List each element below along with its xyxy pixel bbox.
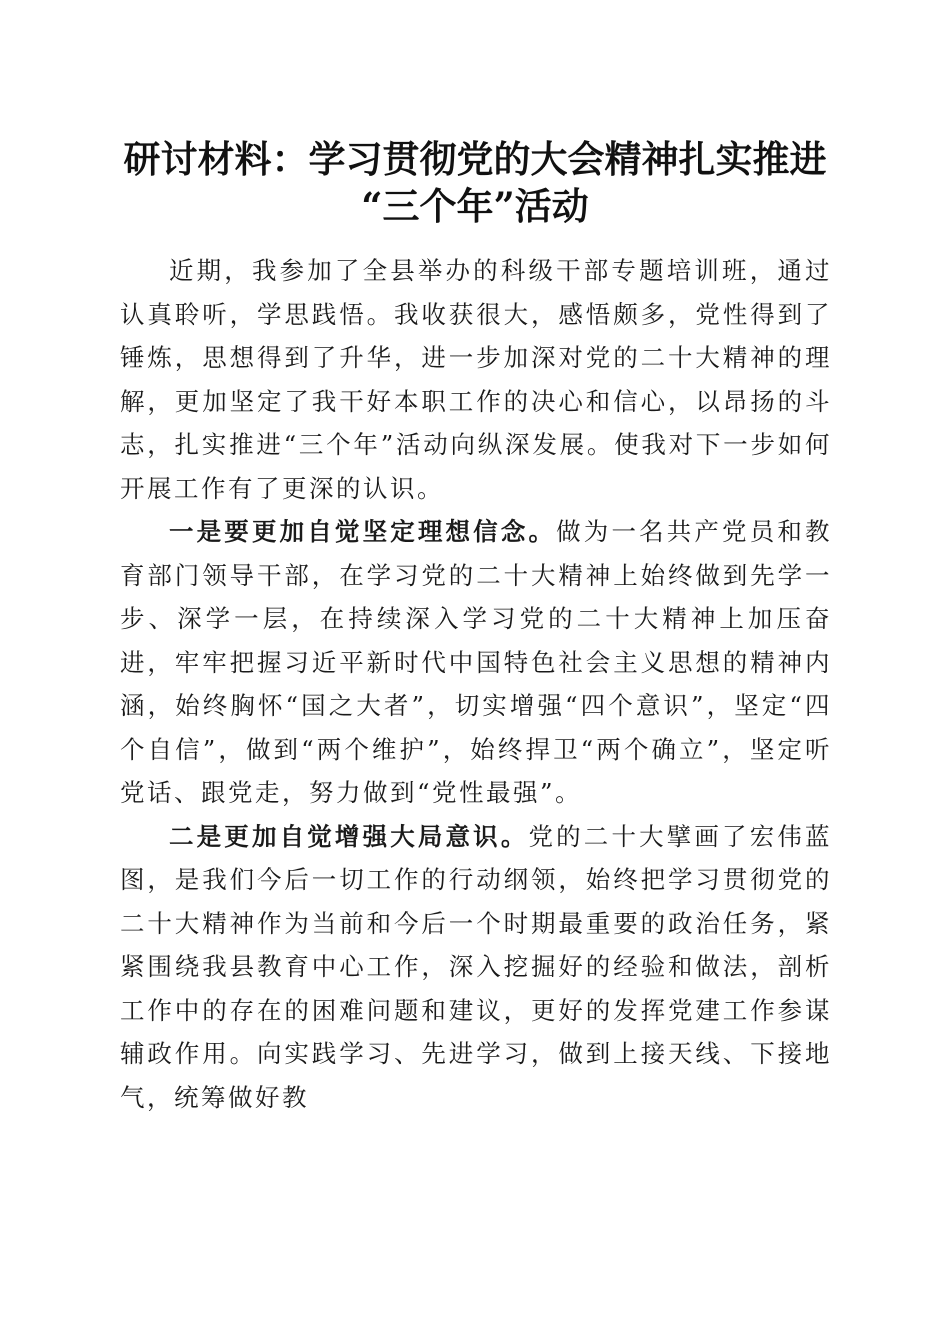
paragraph-point-1 [120, 510, 832, 815]
paragraph-lead: 二是更加自觉增强大局意识。 [169, 821, 529, 851]
document-title [100, 136, 850, 230]
paragraph-lead: 一是要更加自觉坚定理想信念。 [169, 517, 557, 546]
paragraph-text: 做为一名共产党员和教育部门领导干部，在学习党的二十大精神上始终做到先学一步、深学一层，在持续深入学习党的二十大精神上加压奋进，牢牢把握习近平新时代中国特色社会主义思想的精神内涵，始终胸怀“国之大者”，切实增强“四个意识”，坚定“四个自信”，做到“两个维护”，始终捍卫“两个确立”，坚定听党话、跟党走，努力做到“党性最强”。 [120, 517, 833, 807]
paragraph-text: 近期，我参加了全县举办的科级干部专题培训班，通过认真聆听，学思践悟。我收获很大，感悟颇多，党性得到了锤炼，思想得到了升华，进一步加深对党的二十大精神的理解，更加坚定了我干好本职工作的决心和信心，以昂扬的斗志，扎实推进“三个年”活动向纵深发展。使我对下一步如何开展工作有了更深的认识。 [120, 256, 832, 503]
paragraph-text: 党的二十大擘画了宏伟蓝图，是我们今后一切工作的行动纲领，始终把学习贯彻党的二十大精神作为当前和今后一个时期最重要的政治任务，紧紧围绕我县教育中心工作，深入挖掘好的经验和做法，剖析工作中的存在的困难问题和建议，更好的发挥党建工作参谋辅政作用。向实践学习、先进学习，做到上接天线、下接地气，统筹做好教 [120, 821, 833, 1112]
title-line-1: 研讨材料：学习贯彻党的大会精神扎实推进 [123, 137, 827, 181]
paragraph-intro [120, 249, 832, 510]
paragraph-point-2 [120, 815, 832, 1120]
document-body [120, 249, 832, 1119]
title-line-2: “三个年”活动 [361, 184, 589, 228]
